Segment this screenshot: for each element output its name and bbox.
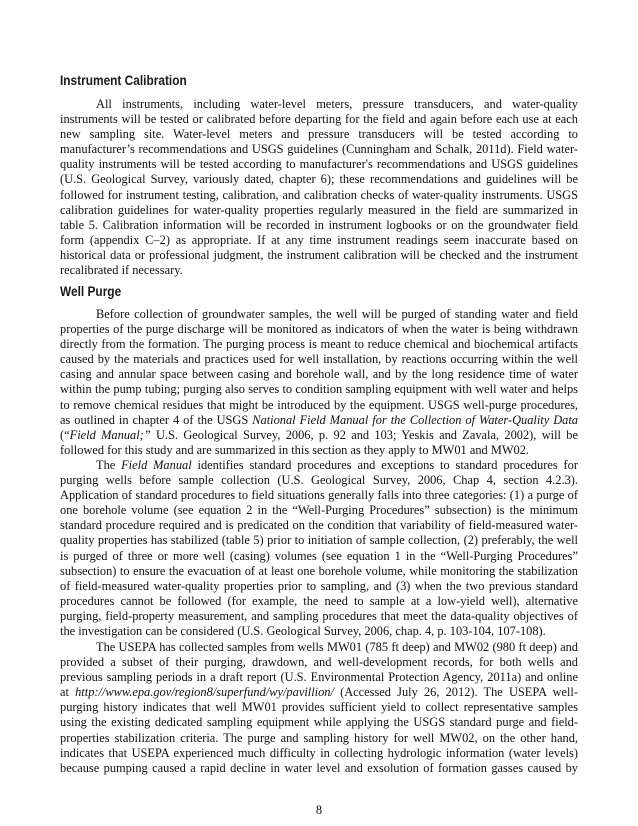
text-run: The [96,458,122,472]
text-line: indicates that USEPA experienced much difficulty in collecting hydrologic information (water levels) [60,745,578,760]
text-run: at [60,685,76,700]
page-number: 8 [315,803,323,817]
text-line: Application of standard procedures to field situations generally falls into three categories: (1) a purge of [60,488,578,503]
text-run: U.S. Geological Survey, 2006, p. 92 and 103; Yeskis and Zavala, 2002), will be [150,427,578,442]
text-line: calibration guidelines for water-quality properties regularly measured in the field are summarized in [60,202,578,217]
text-line: The USEPA has collected samples from wells MW01 (785 ft deep) and MW02 (980 ft deep) and [96,640,578,654]
text-line: properties of the purge discharge will be monitored as indicators of when the water is being withdrawn [60,322,578,337]
text-run: identifies standard procedures and exceptions to standard procedures for [191,458,578,472]
text-line: previous sampling periods in a draft report (U.S. Environmental Protection Agency, 2011a) and online [60,670,578,685]
text-run: (Accessed July 26, 2012). The USEPA well- [333,685,578,700]
text-line: of field-measured water-quality properties prior to sampling, and (3) when the two previous standard [60,578,578,593]
text-line [60,685,578,700]
text-line: purging, field-property measurement, and sampling procedures that meet the data-quality objectives of [60,608,578,623]
text-line: form (appendix C–2) as appropriate. If at any time instrument readings seem inaccurate based on [60,232,578,247]
text-line: purging wells before sample collection (U.S. Geological Survey, 2006, Chap 4, section 4.2.3). [60,473,578,488]
text-line: provided a subset of their purging, drawdown, and well-development records, for both wells and [60,655,578,670]
text-line: purging history indicates that well MW01 provides sufficient yield to collect representative samples [60,700,578,715]
text-line: caused by the materials and practices used for well installation, by reactions occurring within the well [60,352,578,367]
manual-title-italic: National Field Manual for the Collection of Water-Quality Data [252,412,578,427]
text-line: standard procedure required and is predicated on the condition that variability of field-measured water- [60,518,578,533]
text-line: procedures cannot be followed (for example, the need to sample at a low-yield well), alternative [60,593,578,608]
text-line: instruments will be tested or calibrated before departing for the field and again before each use at each [60,112,578,127]
text-line: followed for instrument testing, calibration, and calibration checks of water-quality instruments. USGS [60,187,578,202]
text-line: historical data or professional judgment, the instrument calibration will be checked and the instrument [60,247,578,262]
text-line: to remove chemical residues that might be introduced by the equipment. USGS well-purge procedures, [60,397,578,412]
text-line [60,428,578,443]
text-line: quality instruments will be tested according to manufacturer's recommendations and USGS guidelines [60,157,578,172]
paragraph-well-purge-intro [60,307,578,458]
text-line: properties stabilization criteria. The purge and sampling history for well MW02, on the other hand, [60,730,578,745]
text-line: Before collection of groundwater samples, the well will be purged of standing water and field [96,307,578,321]
text-line: manufacturer’s recommendations and USGS guidelines (Cunningham and Schalk, 2011d). Field water- [60,142,578,157]
section-heading-well-purge: Well Purge [60,284,122,299]
text-line [60,458,578,473]
text-line: table 5. Calibration information will be recorded in instrument logbooks or on the groundwater field [60,217,578,232]
text-line: subsection) to ensure the evacuation of at least one borehole volume, while monitoring the stabilization [60,563,578,578]
text-line: one borehole volume (see equation 2 in the “Well-Purging Procedures” subsection) is the minimum [60,503,578,518]
epa-url-italic: http://www.epa.gov/region8/superfund/wy/pavillion/ [75,685,334,700]
paragraph-usepa-history [60,640,578,776]
text-line: because pumping caused a rapid decline in water level and exsolution of formation gasses caused by [60,760,578,775]
text-line: All instruments, including water-level meters, pressure transducers, and water-quality [96,97,578,111]
text-run: as outlined in chapter 4 of the USGS [60,412,253,427]
text-line: the investigation can be considered (U.S. Geological Survey, 2006, chap. 4, p. 103-104, 107-108). [60,624,546,639]
paragraph-field-manual-procedures [60,458,578,639]
field-manual-italic: Field Manual [121,458,192,472]
text-line: using the existing dedicated sampling equipment while applying the USGS standard purge and field- [60,715,578,730]
text-line: quality properties has stabilized (table 5) prior to initiation of sample collection, (2) preferably, the well [60,533,578,548]
text-line: new sampling site. Water-level meters and pressure transducers will be tested according to [60,127,578,142]
text-line: (U.S. Geological Survey, variously dated, chapter 6); these recommendations and guidelines will be [60,172,578,187]
text-line: directly from the formation. The purging process is meant to reduce chemical and biochemical artifacts [60,337,578,352]
text-line: casing and annular space between casing and borehole wall, and by the long residence time of water [60,367,578,382]
text-run: (“ [60,427,70,442]
text-line: is purged of three or more well (casing) volumes (see equation 1 in the “Well-Purging Procedures” [60,548,578,563]
paragraph-instrument-calibration [60,97,578,278]
section-heading-instrument-calibration: Instrument Calibration [60,73,187,88]
field-manual-italic: Field Manual;” [69,427,151,442]
text-line: recalibrated if necessary. [60,263,183,278]
text-line: followed for this study and are summarized in this section as they apply to MW01 and MW02. [60,442,530,457]
text-line [60,413,578,428]
text-line: within the pump tubing; purging also serves to condition sampling equipment with well water and helps [60,382,578,397]
